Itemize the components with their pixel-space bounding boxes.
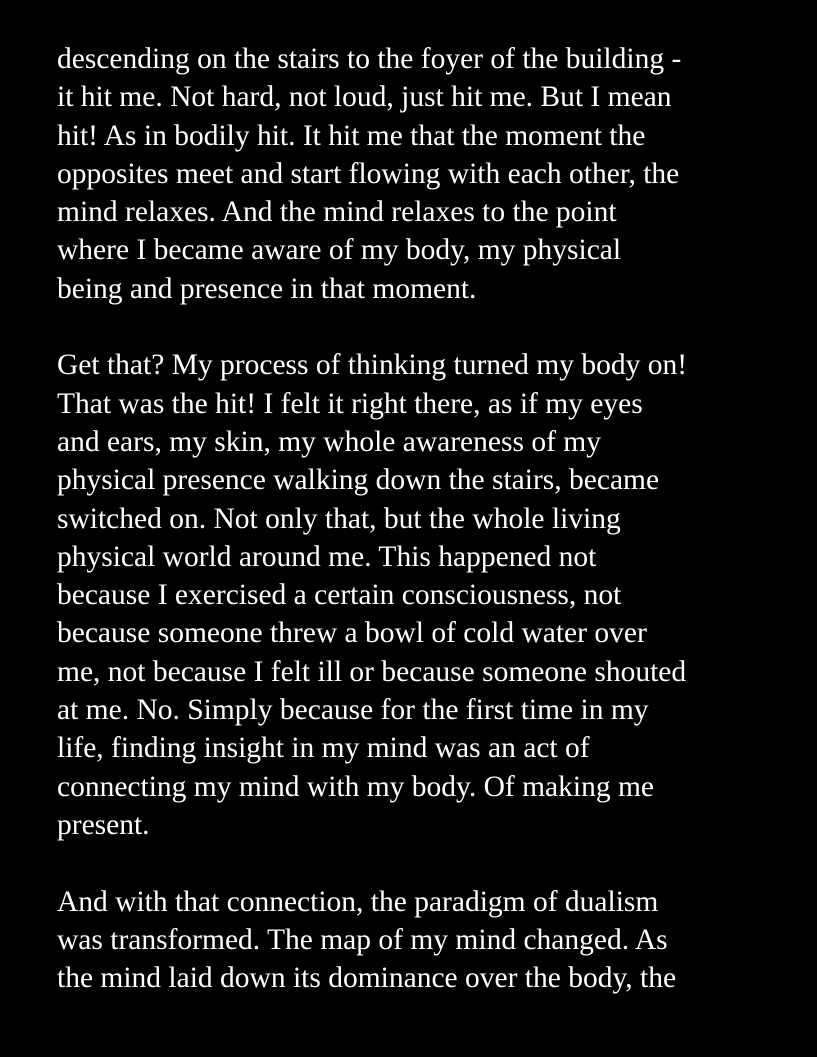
text-line: life, finding insight in my mind was an act of: [57, 732, 590, 765]
text-line: was transformed. The map of my mind changed. As: [57, 923, 668, 956]
text-line: physical presence walking down the stairs, became: [57, 464, 660, 497]
paragraph-2: [57, 346, 797, 844]
paragraph-1: [57, 40, 797, 308]
text-line: connecting my mind with my body. Of making me: [57, 770, 655, 803]
text-line: where I became aware of my body, my physical: [57, 234, 622, 267]
text-line: opposites meet and start flowing with each other, the: [57, 157, 680, 190]
text-line: being and presence in that moment.: [57, 272, 477, 305]
text-line: And with that connection, the paradigm of dualism: [57, 885, 659, 918]
text-line: me, not because I felt ill or because someone shouted: [57, 655, 687, 688]
paragraph-3: [57, 883, 797, 998]
text-line: at me. No. Simply because for the first time in my: [57, 694, 649, 727]
text-line: it hit me. Not hard, not loud, just hit me. But I mean: [57, 81, 672, 114]
document-page: [57, 40, 797, 997]
text-line: physical world around me. This happened not: [57, 540, 597, 573]
text-line: mind relaxes. And the mind relaxes to the point: [57, 196, 617, 229]
text-line: Get that? My process of thinking turned my body on!: [57, 349, 688, 382]
text-line: switched on. Not only that, but the whole living: [57, 502, 621, 535]
text-line: and ears, my skin, my whole awareness of my: [57, 425, 601, 458]
paragraph-gap: [57, 844, 797, 882]
text-line: That was the hit! I felt it right there, as if my eyes: [57, 387, 643, 420]
paragraph-gap: [57, 308, 797, 346]
text-line: the mind laid down its dominance over the body, the: [57, 962, 677, 995]
text-line: descending on the stairs to the foyer of the building -: [57, 43, 682, 75]
text-line: hit! As in bodily hit. It hit me that the moment the: [57, 119, 646, 152]
text-line: because someone threw a bowl of cold water over: [57, 617, 647, 650]
text-line: because I exercised a certain consciousness, not: [57, 579, 622, 612]
text-line: present.: [57, 808, 150, 841]
